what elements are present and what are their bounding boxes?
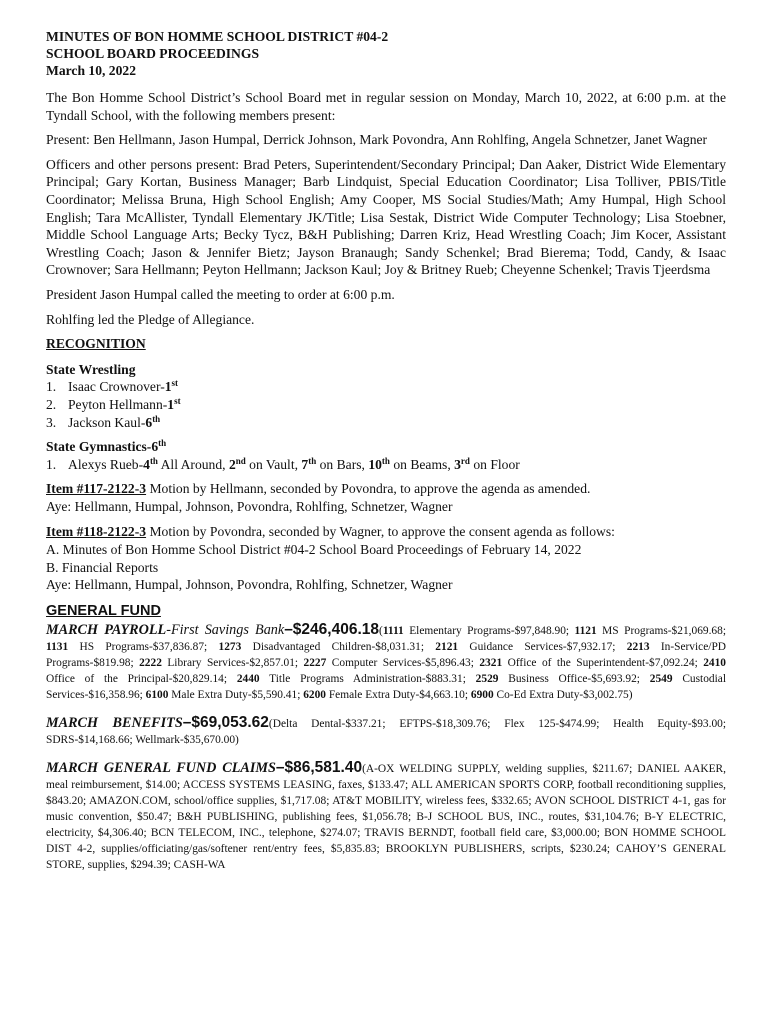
wrestling-list [46, 378, 726, 431]
item-117-aye: Aye: Hellmann, Humpal, Johnson, Povondra, Rohlfing, Schnetzer, Wagner [46, 498, 453, 514]
item-118-aye: Aye: Hellmann, Humpal, Johnson, Povondra, Rohlfing, Schnetzer, Wagner [46, 577, 453, 593]
item-117: Item #117-2122-3 Motion by Hellmann, seconded by Povondra, to approve the agenda as amended. Aye: Hellmann, Humpal, Johnson, Povondra, Rohlfing, Schnetzer, Wagner [46, 481, 591, 514]
payroll-entry-text: Computer Services-$5,896.43; [326, 657, 480, 670]
march-payroll: MARCH PAYROLL-First Savings Bank–$246,406.18(1111 Elementary Programs-$97,848.90; 1121 MS Programs-$21,069.68; 1131 HS Programs-$37,836.87; 1273 Disadvantaged Children-$8,031.31; 2121 Guidance Services-$7,932.17; 2213 In-Service/PD Programs-$819.98; 2222 Library Services-$2,857.01; 2227 Computer Services-$5,896.43; 2321 Office of the Superintendent-$7,092.24; 2410 Office of the Principal-$20,829.14; 2440 Title Programs Administration-$883.31; 2529 Business Office-$5,693.92; 2549 Custodial Services-$16,358.96; 6100 Male Extra Duty-$5,590.41; 6200 Female Extra Duty-$4,663.10; 6900 Co-Ed Extra Duty-$3,002.75) [46, 621, 726, 702]
recognition-heading: RECOGNITION [46, 336, 146, 352]
payroll-entry-text: Office of the Superintendent-$7,092.24; [502, 657, 704, 670]
document-date: March 10, 2022 [46, 63, 136, 78]
payroll-code: 1121 [574, 625, 597, 638]
payroll-entries: (1111 Elementary Programs-$97,848.90; 1121 MS Programs-$21,069.68; 1131 HS Programs-$37,836.87; 1273 Disadvantaged Children-$8,031.31; 2121 Guidance Services-$7,932.17; 2213 In-Service/PD Programs-$819.98; 2222 Library Services-$2,857.01; 2227 Computer Services-$5,896.43; 2321 Office of the Superintendent-$7,092.24; 2410 Office of the Principal-$20,829.14; 2440 Title Programs Administration-$883.31; 2529 Business Office-$5,693.92; 2549 Custodial Services-$16,358.96; 6100 Male Extra Duty-$5,590.41; 6200 Female Extra Duty-$4,663.10; 6900 Co-Ed Extra Duty-$3,002.75) [46, 625, 726, 702]
payroll-code: 2529 [475, 673, 499, 686]
payroll-entry-text: In-Service/PD Programs-$819.98; [46, 641, 726, 670]
payroll-code: 2222 [139, 657, 162, 670]
gymnastics-title: State Gymnastics-6th [46, 438, 167, 455]
list-item: 3. Jackson Kaul-6th [46, 413, 161, 430]
present-members: Present: Ben Hellmann, Jason Humpal, Derrick Johnson, Mark Povondra, Ann Rohlfing, Angela Schnetzer, Janet Wagner [46, 132, 708, 148]
payroll-entry-text: Co-Ed Extra Duty-$3,002.75) [493, 689, 633, 702]
call-to-order: President Jason Humpal called the meeting to order at 6:00 p.m. [46, 286, 395, 302]
payroll-entry-text: Male Extra Duty-$5,590.41; [168, 689, 304, 702]
document-header [46, 28, 726, 79]
payroll-entry-text: Guidance Services-$7,932.17; [458, 641, 627, 654]
payroll-code: 6100 [145, 689, 169, 702]
payroll-code: 2121 [435, 641, 459, 654]
item-118-a: A. Minutes of Bon Homme School District #04-2 School Board Proceedings of February 14, 2022 [46, 542, 582, 558]
list-item: 2. Peyton Hellmann-1st [46, 395, 181, 412]
officers-present: Officers and other persons present: Brad Peters, Superintendent/Secondary Principal; Dan Aaker, District Wide Elementary Principal; Gary Kortan, Business Manager; Barb Lindquist, Special Education Coordinator; Lisa Tolliver, PBIS/Title Coordinator; Melissa Bruna, High School English; Amy Cooper, MS Social Studies/Math; Amy Humpal, High School English; Tara McAllister, Tyndall Elementary JK/Title; Lisa Sestak, District Wide Computer Technology; Lisa Stoebner, Middle School Language Arts; Becky Tycz, B&H Publishing; Darren Kriz, Head Wrestling Coach; Jim Kocer, Assistant Wrestling Coach; Jason & Jennifer Bietz; Jayson Branaugh; Sandy Schenkel; Brad Bierema; Todd, Candy, & Isaac Crownover; Sara Hellmann; Peyton Hellmann; Jackson Kaul; Joy & Britney Rueb; Cheyenne Schenkel; Travis Tjeerdsma [46, 156, 726, 278]
intro-paragraph: The Bon Homme School District’s School Board met in regular session on Monday, March 10, 2022, at 6:00 p.m. at the Tyndall School, with the following members present: [46, 90, 726, 123]
payroll-entry-text: Disadvantaged Children-$8,031.31; [241, 641, 436, 654]
payroll-code: 2440 [236, 673, 260, 686]
march-benefits: MARCH BENEFITS–$69,053.62(Delta Dental-$337.21; EFTPS-$18,309.76; Flex 125-$474.99; Health Equity-$93.00; SDRS-$14,168.66; Wellmark-$35,670.00) [46, 714, 726, 747]
payroll-entry-text: Office of the Principal-$20,829.14; [46, 673, 237, 686]
payroll-entry-text: Elementary Programs-$97,848.90; [403, 625, 575, 638]
payroll-entry-text: Custodial Services-$16,358.96; [46, 673, 726, 702]
payroll-entry-text: HS Programs-$37,836.87; [68, 641, 219, 654]
list-item: 1. Isaac Crownover-1st [46, 378, 179, 395]
march-general-fund-claims: MARCH GENERAL FUND CLAIMS–$86,581.40(A-OX WELDING SUPPLY, welding supplies, $211.67; DANIEL AAKER, meal reimbursement, $14.00; ACCESS SYSTEMS LEASING, faxes, $133.47; ALL AMERICAN SPORTS CORP, football reconditioning supplies, $843.20; AMAZON.COM, school/office supplies, $1,717.08; AT&T MOBILITY, wireless fees, $332.65; AVON SCHOOL DISTRICT 4-1, gas for music convention, $50.47; B&H PUBLISHING, publishing fees, $1,056.78; B-J SCHOOL BUS, INC., routes, $31,104.76; B-Y ELECTRIC, electricity, $4,306.40; BCN TELECOM, INC., telephone, $274.07; TRAVIS BERNDT, football field care, $3,000.00; BON HOMME SCHOOL DIST 4-2, supplies/officiating/gas/softener rent/entry fees, $5,835.83; BROOKLYN PUBLISHERS, scripts, $230.24; CAHOY’S GENERAL STORE, supplies, $294.39; CASH-WA [46, 759, 726, 872]
document-subtitle: SCHOOL BOARD PROCEEDINGS [46, 46, 260, 61]
payroll-code: 2410 [703, 657, 726, 670]
item-117-ref: Item #117-2122-3 [46, 481, 147, 497]
payroll-entry-text: Library Services-$2,857.01; [161, 657, 304, 670]
payroll-code: 2227 [303, 657, 327, 670]
pledge: Rohlfing led the Pledge of Allegiance. [46, 311, 255, 327]
payroll-code: 6200 [303, 689, 326, 702]
item-118-ref: Item #118-2122-3 [46, 524, 147, 540]
payroll-entry-text: MS Programs-$21,069.68; [596, 625, 726, 638]
payroll-code: 2321 [479, 657, 503, 670]
payroll-entry-text: Business Office-$5,693.92; [498, 673, 650, 686]
list-item: 1. Alexys Rueb-4th All Around, 2nd on Vault, 7th on Bars, 10th on Beams, 3rd on Floor [46, 455, 520, 472]
payroll-code: 2549 [649, 673, 673, 686]
payroll-code: 6900 [470, 689, 494, 702]
payroll-entry-text: Female Extra Duty-$4,663.10; [325, 689, 471, 702]
item-118: Item #118-2122-3 Motion by Povondra, seconded by Wagner, to approve the consent agenda as follows: A. Minutes of Bon Homme School District #04-2 School Board Proceedings of February 14, 2022 B. Financial Reports Aye: Hellmann, Humpal, Johnson, Povondra, Rohlfing, Schnetzer, Wagner [46, 524, 615, 593]
item-118-b: B. Financial Reports [46, 559, 159, 575]
wrestling-title: State Wrestling [46, 361, 136, 377]
payroll-entry-text: Title Programs Administration-$883.31; [259, 673, 476, 686]
document-title: MINUTES OF BON HOMME SCHOOL DISTRICT #04-2 [46, 29, 389, 44]
gymnastics-list [46, 456, 726, 474]
payroll-code: 1131 [46, 641, 69, 654]
payroll-code: 1273 [218, 641, 242, 654]
general-fund-heading: GENERAL FUND [46, 602, 161, 619]
payroll-code: 2213 [626, 641, 650, 654]
payroll-code: 1111 [382, 625, 404, 638]
